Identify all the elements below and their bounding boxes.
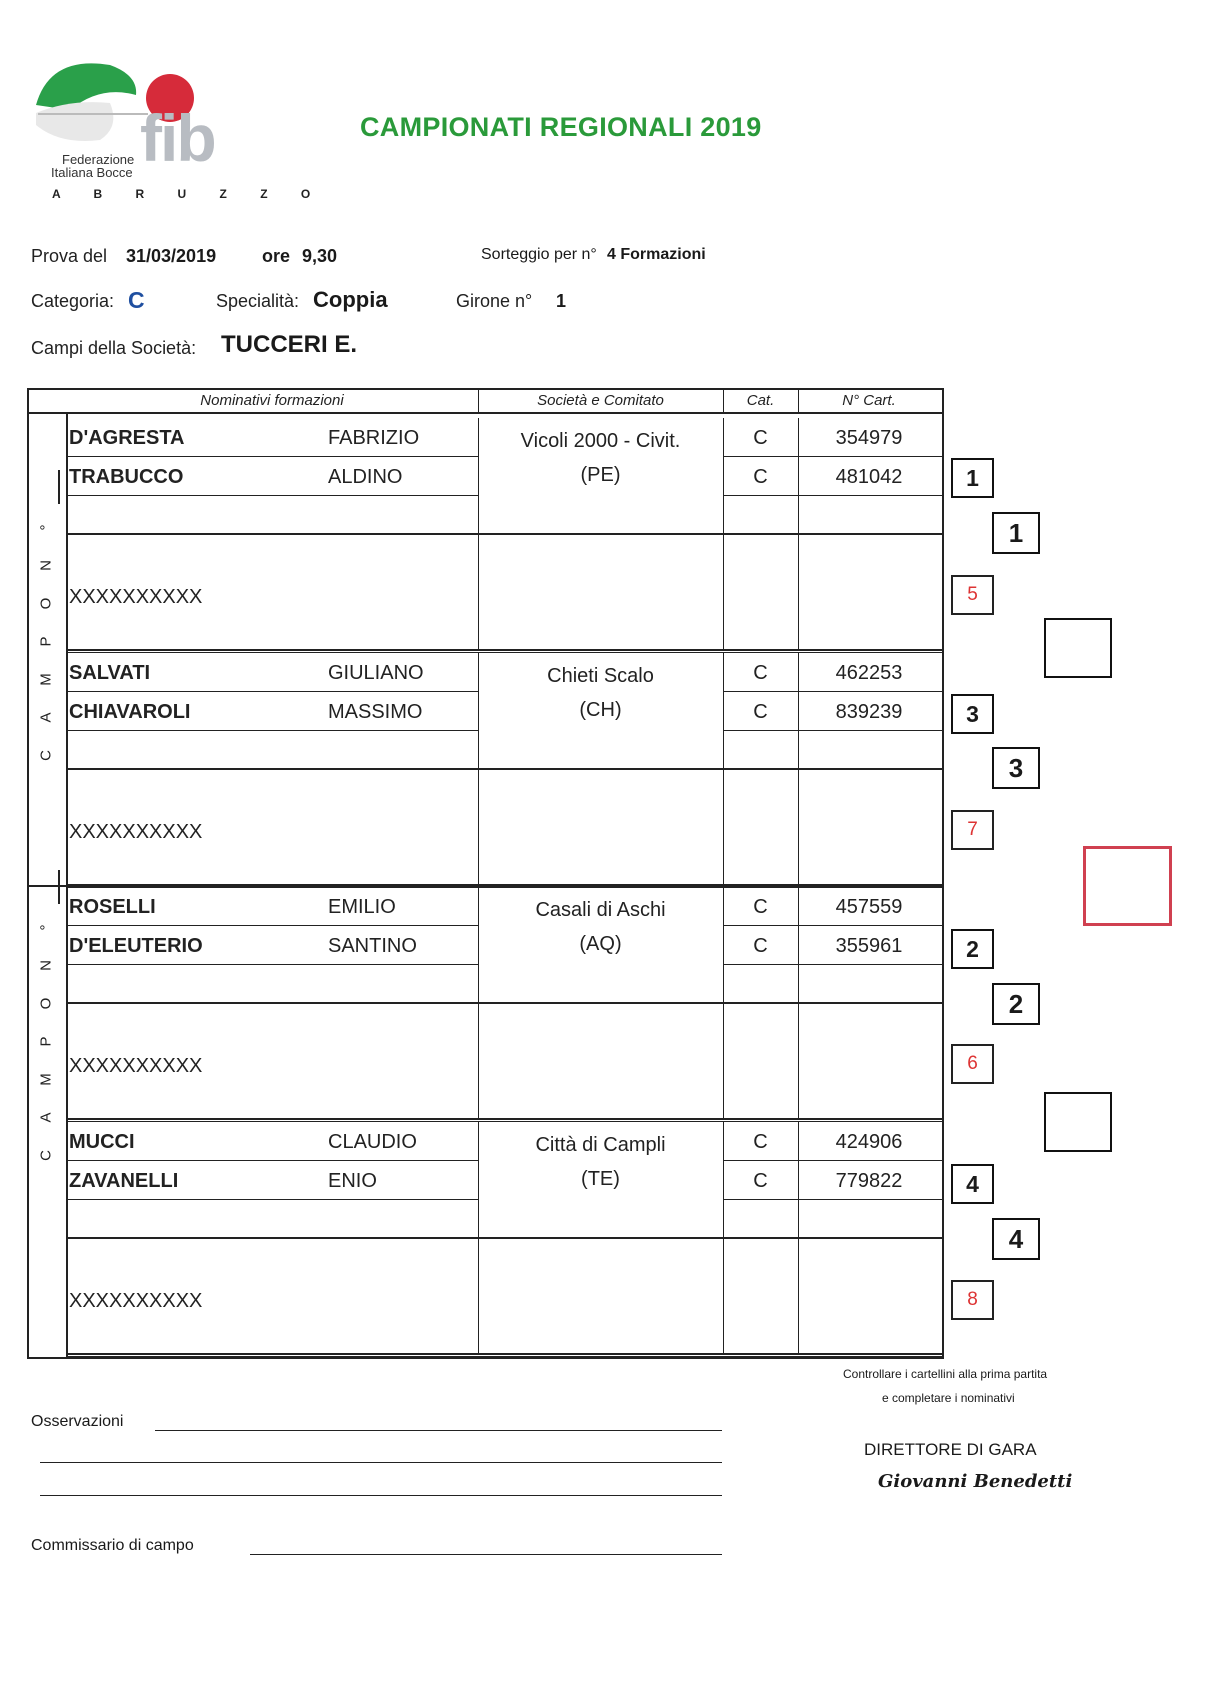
table-rule — [66, 1237, 942, 1239]
girone-label: Girone n° — [456, 291, 533, 311]
player-card: 462253 — [835, 662, 903, 684]
table-rule — [66, 884, 942, 886]
team-placeholder: XXXXXXXXXX — [69, 586, 203, 608]
player-name: CLAUDIO — [328, 1131, 417, 1153]
society-name: Città di Campli — [535, 1134, 666, 1156]
table-rule — [66, 1121, 942, 1122]
director-name: Giovanni Benedetti — [878, 1471, 1073, 1492]
campo-label-letter: N — [37, 560, 55, 571]
ore-value: 9,30 — [302, 246, 338, 266]
table-rule — [66, 649, 942, 651]
note-line2: e completare i nominativi — [882, 1391, 1015, 1405]
player-card: 457559 — [835, 896, 903, 918]
table-rule — [66, 456, 478, 457]
society-province: (TE) — [581, 1168, 620, 1190]
team-draw-box[interactable]: 3 — [951, 694, 994, 734]
table-rule — [723, 418, 724, 651]
table-rule — [66, 1353, 942, 1355]
logo-brand: fib — [140, 101, 215, 175]
player-name: SANTINO — [328, 935, 417, 957]
table-rule — [723, 691, 942, 692]
table-rule — [27, 1357, 942, 1359]
campo-label-letter: C — [37, 750, 55, 761]
girone-value: 1 — [556, 291, 567, 311]
director-label: DIRETTORE DI GARA — [864, 1440, 1037, 1459]
note-line1: Controllare i cartellini alla prima partita — [843, 1367, 1048, 1381]
player-name: GIULIANO — [328, 662, 424, 684]
table-rule — [27, 412, 942, 414]
player-surname: SALVATI — [69, 662, 151, 684]
semifinal-box[interactable]: 3 — [992, 747, 1040, 789]
player-surname: D'AGRESTA — [69, 427, 185, 449]
player-card: 779822 — [835, 1170, 903, 1192]
player-card: 354979 — [835, 427, 903, 449]
header-societa: Società e Comitato — [537, 392, 664, 409]
player-surname: CHIAVAROLI — [69, 701, 191, 723]
logo-org-line1: Federazione — [62, 152, 135, 167]
player-name: ENIO — [328, 1170, 377, 1192]
categoria-value: C — [128, 287, 145, 313]
player-cat: C — [753, 427, 768, 449]
society-name: Vicoli 2000 - Civit. — [520, 430, 681, 452]
table-rule — [66, 1199, 478, 1200]
campo-number-line[interactable] — [58, 470, 60, 504]
player-cat: C — [753, 701, 768, 723]
table-rule — [27, 388, 29, 1359]
player-card: 481042 — [835, 466, 903, 488]
player-cat: C — [753, 466, 768, 488]
table-rule — [723, 887, 724, 1120]
table-rule — [66, 768, 942, 770]
categoria-label: Categoria: — [31, 291, 115, 311]
table-rule — [66, 533, 942, 535]
score-box[interactable]: 5 — [951, 575, 994, 615]
player-cat: C — [753, 935, 768, 957]
table-rule — [723, 495, 942, 496]
campo-label-letter: A — [37, 712, 55, 723]
society-name: Chieti Scalo — [547, 665, 654, 687]
campi-value: TUCCERI E. — [221, 331, 358, 358]
table-rule — [723, 730, 942, 731]
campo-label-letter: M — [37, 673, 55, 686]
specialita-value: Coppia — [313, 287, 388, 312]
campo-label-letter: P — [37, 1036, 55, 1047]
table-rule — [723, 1122, 724, 1355]
player-surname: ROSELLI — [69, 896, 156, 918]
player-cat: C — [753, 896, 768, 918]
campo-label-letter: ° — [37, 524, 55, 531]
player-surname: D'ELEUTERIO — [69, 935, 203, 957]
player-name: ALDINO — [328, 466, 403, 488]
table-rule — [798, 1122, 799, 1355]
score-box[interactable]: 6 — [951, 1044, 994, 1084]
team-draw-box[interactable]: 4 — [951, 1164, 994, 1204]
final-box[interactable] — [1044, 618, 1112, 678]
table-rule — [798, 653, 799, 886]
prova-date: 31/03/2019 — [126, 246, 217, 266]
player-surname: MUCCI — [69, 1131, 135, 1153]
table-rule — [66, 652, 942, 653]
table-rule — [66, 691, 478, 692]
player-name: MASSIMO — [328, 701, 423, 723]
semifinal-box[interactable]: 2 — [992, 983, 1040, 1025]
sorteggio-label: Sorteggio per n° — [481, 246, 597, 263]
campo-label-letter: O — [37, 997, 55, 1010]
campo-label-letter: O — [37, 597, 55, 610]
semifinal-box[interactable]: 1 — [992, 512, 1040, 554]
specialita-label: Specialità: — [216, 291, 300, 311]
table-rule — [798, 418, 799, 651]
team-placeholder: XXXXXXXXXX — [69, 1290, 203, 1312]
table-rule — [66, 964, 478, 965]
table-rule — [66, 495, 478, 496]
player-cat: C — [753, 1131, 768, 1153]
player-surname: ZAVANELLI — [69, 1170, 179, 1192]
observations-line-3[interactable] — [40, 1495, 722, 1496]
table-rule — [723, 925, 942, 926]
table-rule — [723, 1199, 942, 1200]
player-card: 839239 — [835, 701, 903, 723]
page-title: CAMPIONATI REGIONALI 2019 — [360, 112, 762, 142]
table-rule — [723, 456, 942, 457]
sorteggio-value: 4 Formazioni — [607, 246, 706, 263]
player-card: 424906 — [835, 1131, 903, 1153]
table-rule — [798, 887, 799, 1120]
campo-label-letter: A — [37, 1112, 55, 1123]
table-rule — [27, 388, 942, 390]
observations-label: Osservazioni — [31, 1413, 124, 1430]
score-box[interactable]: 8 — [951, 1280, 994, 1320]
table-rule — [723, 653, 724, 886]
society-province: (PE) — [580, 464, 621, 486]
campi-label: Campi della Società: — [31, 338, 197, 358]
campo-label-letter: C — [37, 1150, 55, 1161]
player-name: FABRIZIO — [328, 427, 420, 449]
ore-label: ore — [262, 246, 291, 266]
society-name: Casali di Aschi — [535, 899, 666, 921]
player-surname: TRABUCCO — [69, 466, 184, 488]
table-rule — [66, 887, 942, 888]
society-province: (CH) — [579, 699, 622, 721]
semifinal-box[interactable]: 4 — [992, 1218, 1040, 1260]
table-rule — [66, 1002, 942, 1004]
logo-org-line2: Italiana Bocce — [51, 165, 133, 180]
winner-box[interactable] — [1083, 846, 1172, 926]
observations-line-1[interactable] — [155, 1430, 722, 1431]
player-card: 355961 — [835, 935, 903, 957]
table-rule — [942, 388, 944, 1359]
table-rule — [66, 1118, 942, 1120]
team-placeholder: XXXXXXXXXX — [69, 1055, 203, 1077]
logo-region: A B R U Z Z O — [52, 187, 326, 201]
prova-label: Prova del — [31, 246, 108, 266]
header-card: N° Cart. — [842, 392, 896, 409]
player-cat: C — [753, 662, 768, 684]
table-rule — [723, 1160, 942, 1161]
table-rule — [723, 964, 942, 965]
team-draw-box[interactable]: 1 — [951, 458, 994, 498]
player-name: EMILIO — [328, 896, 396, 918]
score-box[interactable]: 7 — [951, 810, 994, 850]
table-rule — [66, 1356, 942, 1357]
final-box[interactable] — [1044, 1092, 1112, 1152]
header-cat: Cat. — [746, 392, 775, 409]
table-rule — [66, 730, 478, 731]
team-placeholder: XXXXXXXXXX — [69, 821, 203, 843]
commissioner-line[interactable] — [250, 1554, 722, 1555]
campo-label-letter: ° — [37, 924, 55, 931]
header-nominativi: Nominativi formazioni — [200, 392, 344, 409]
campo-number-line[interactable] — [58, 870, 60, 904]
campo-label-letter: M — [37, 1073, 55, 1086]
campo-label-letter: P — [37, 636, 55, 647]
table-rule — [66, 925, 478, 926]
commissioner-label: Commissario di campo — [31, 1537, 194, 1554]
team-draw-box[interactable]: 2 — [951, 929, 994, 969]
observations-line-2[interactable] — [40, 1462, 722, 1463]
table-rule — [66, 1160, 478, 1161]
campo-label-letter: N — [37, 960, 55, 971]
player-cat: C — [753, 1170, 768, 1192]
society-province: (AQ) — [579, 933, 622, 955]
